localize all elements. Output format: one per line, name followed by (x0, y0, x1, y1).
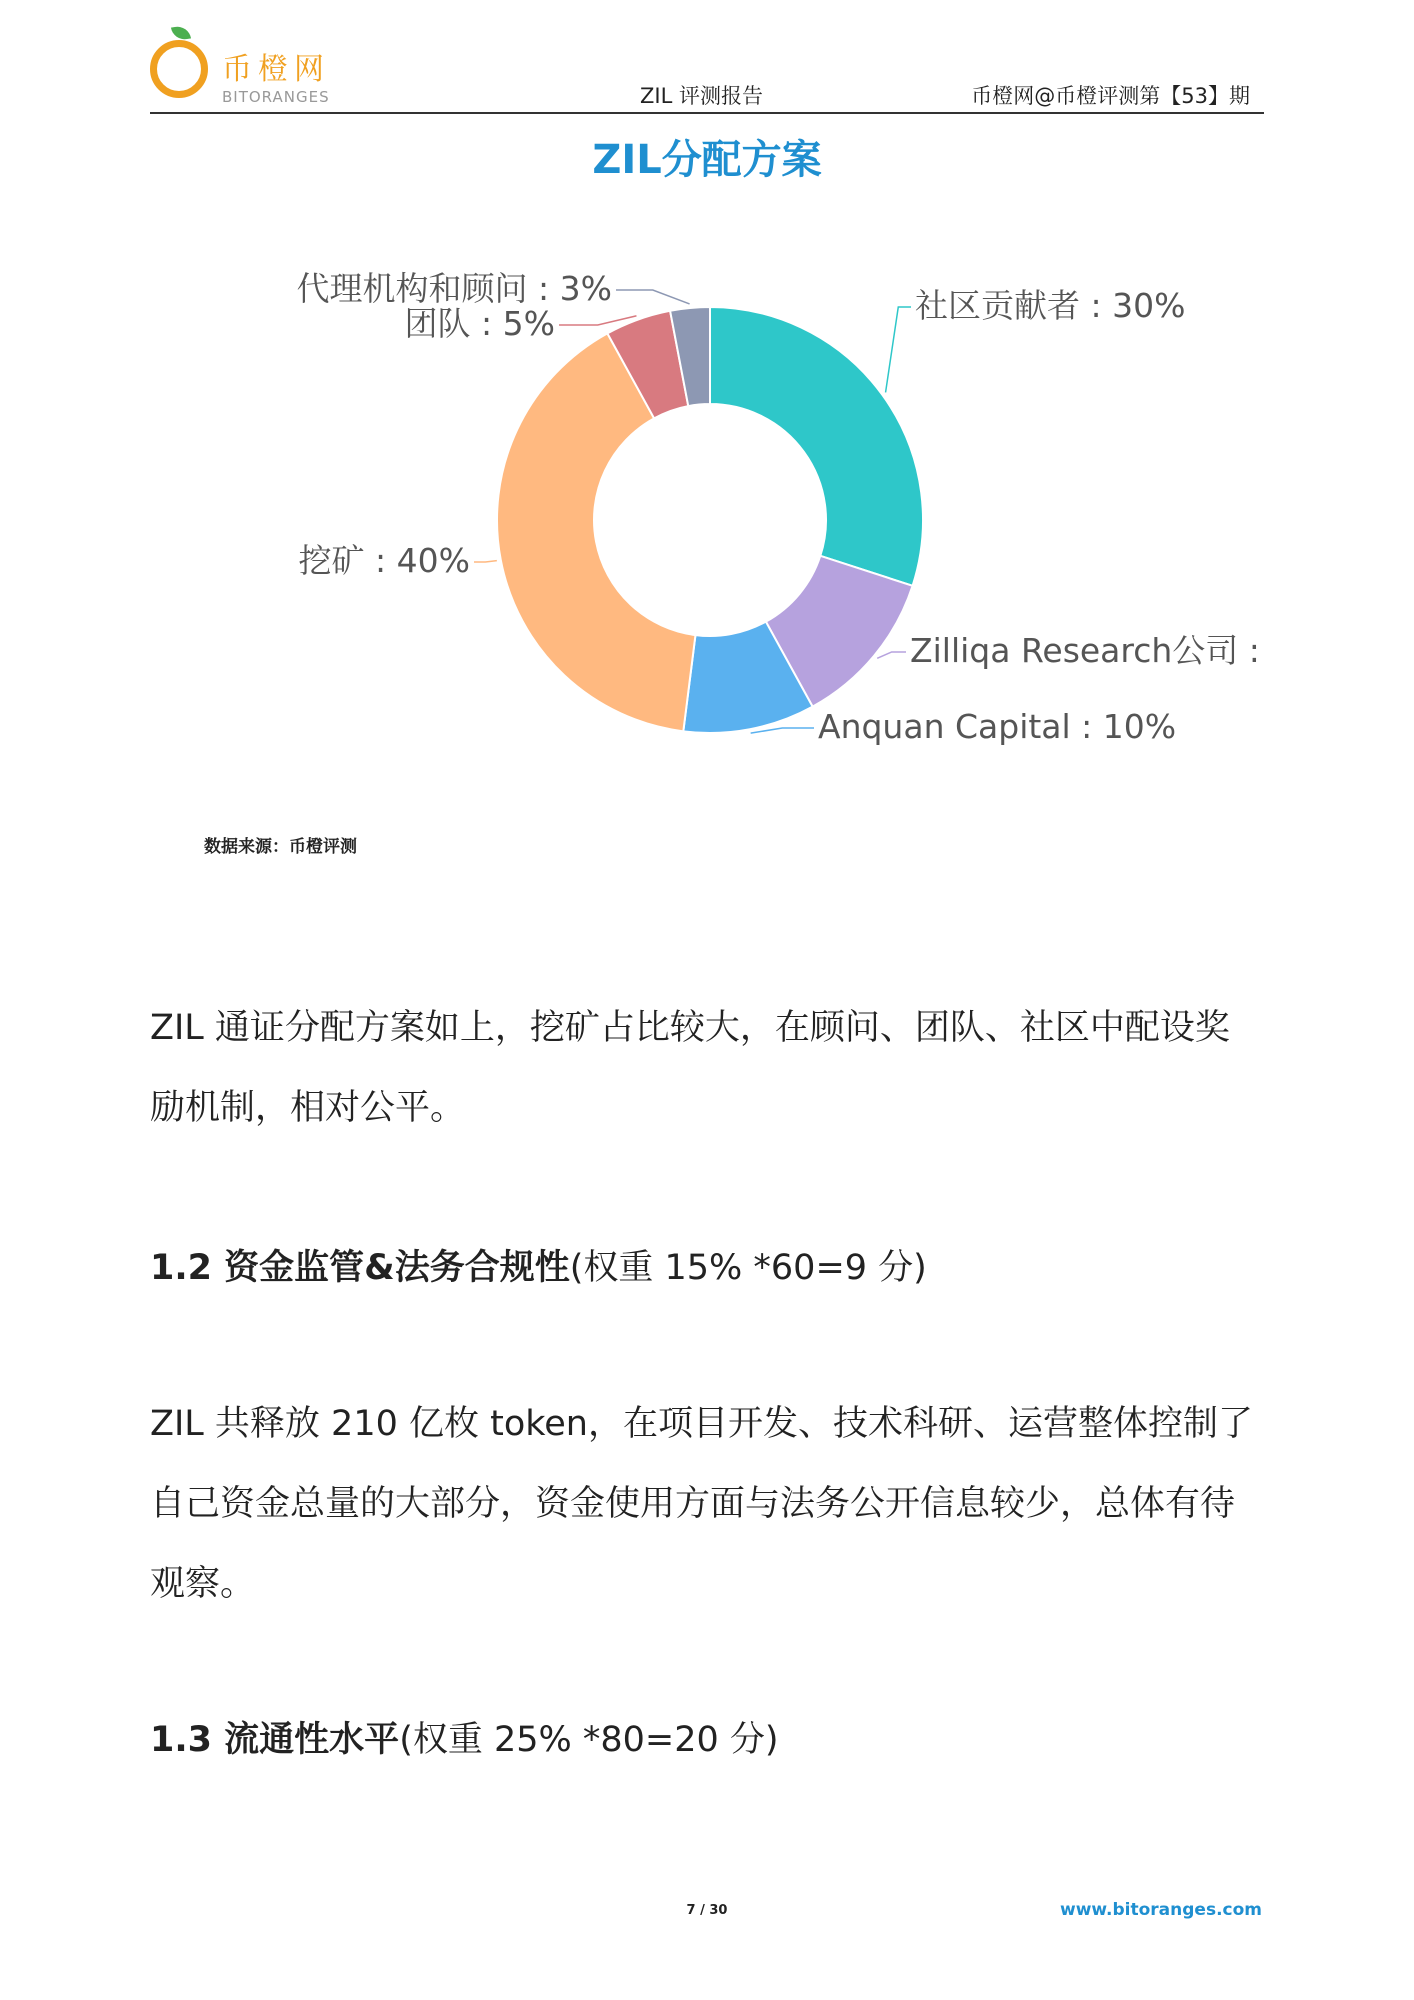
slice-label: Zilliqa Research公司 : (910, 631, 1260, 670)
bitoranges-logo (150, 22, 350, 112)
logo-text-en: BITORANGES (222, 88, 330, 106)
heading-weight: (权重 25% *80=20 分) (399, 1720, 779, 1760)
slice-label: 挖矿 : 40% (298, 541, 470, 580)
donut-slice (710, 307, 923, 586)
slice-label: 代理机构和顾问 : 3% (296, 269, 612, 308)
slice-label: Anquan Capital : 10% (818, 707, 1177, 746)
chart-title: ZIL分配方案 (592, 137, 822, 183)
leader-line (474, 561, 497, 562)
heading-title: 1.2 资金监管&法务合规性 (150, 1248, 570, 1288)
paragraph-funds: ZIL 共释放 210 亿枚 token，在项目开发、技术科研、运营整体控制了自己资金总量的大部分，资金使用方面与法务公开信息较少，总体有待观察。 (150, 1404, 1253, 1604)
leader-line (559, 316, 636, 325)
donut-chart (0, 230, 1414, 790)
logo-text-cn: 币橙网 (222, 52, 330, 87)
orange-logo-icon (150, 40, 208, 98)
leaf-icon (171, 25, 191, 42)
heading-weight: (权重 15% *60=9 分) (569, 1248, 927, 1288)
header-title: ZIL 评测报告 (640, 84, 763, 108)
source-note: 数据来源：币橙评测 (204, 837, 357, 857)
leader-line (751, 728, 814, 733)
leader-line (616, 290, 690, 304)
leader-line (877, 652, 906, 658)
slice-label: 团队 : 5% (404, 304, 555, 343)
slice-label: 社区贡献者 : 30% (915, 286, 1186, 325)
leader-line (886, 307, 911, 392)
page-number: 7 / 30 (686, 1903, 728, 1918)
section-heading-1-2 (150, 1240, 927, 1290)
header-divider (150, 112, 1264, 114)
footer-url: www.bitoranges.com (1060, 1900, 1262, 1920)
paragraph-allocation: ZIL 通证分配方案如上，挖矿占比较大，在顾问、团队、社区中配设奖励机制，相对公平。 (150, 1008, 1230, 1128)
header-issue: 币橙网@币橙评测第【53】期 (971, 84, 1250, 108)
heading-title: 1.3 流通性水平 (150, 1720, 400, 1760)
section-heading-1-3 (150, 1712, 779, 1762)
